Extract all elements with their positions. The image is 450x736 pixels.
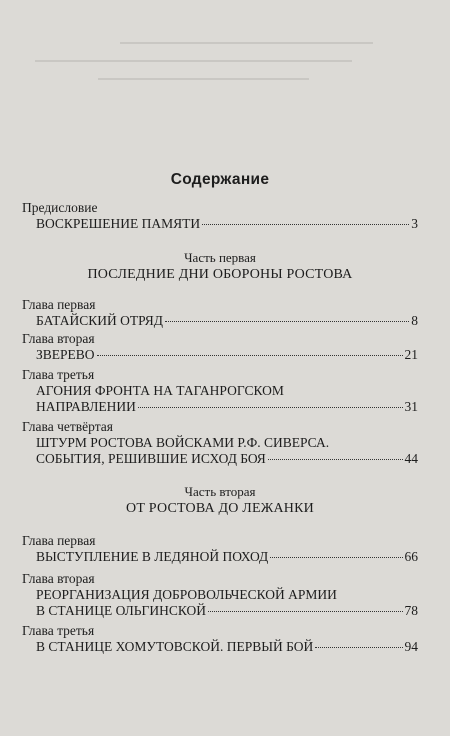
entry-title: БАТАЙСКИЙ ОТРЯД <box>36 313 163 328</box>
chapter-label: Глава четвёртая <box>22 419 113 434</box>
chapter-label: Глава первая <box>22 297 96 312</box>
page-number: 3 <box>411 216 418 231</box>
page-number: 31 <box>404 399 418 414</box>
chapter-label: Глава вторая <box>22 331 95 346</box>
chapter-label: Глава вторая <box>22 571 95 586</box>
entry-title-line: СОБЫТИЯ, РЕШИВШИЕ ИСХОД БОЯ <box>36 451 266 466</box>
page-number: 94 <box>404 639 418 654</box>
page-number: 8 <box>411 313 418 328</box>
dot-leader <box>165 321 409 322</box>
entry-title-line: В СТАНИЦЕ ОЛЬГИНСКОЙ <box>36 603 207 618</box>
dot-leader <box>270 557 402 558</box>
preface-label: Предисловие <box>22 200 98 215</box>
part1-title: ПОСЛЕДНИЕ ДНИ ОБОРОНЫ РОСТОВА <box>87 267 353 282</box>
chapter-label: Глава третья <box>22 367 95 382</box>
dot-leader <box>208 611 402 612</box>
toc-entry-p2-ch1[interactable] <box>36 549 418 565</box>
page-number: 78 <box>404 603 418 618</box>
dot-leader <box>138 407 403 408</box>
page-number: 66 <box>404 549 418 564</box>
dot-leader <box>97 355 403 356</box>
toc-entry-p1-ch4[interactable] <box>36 435 418 467</box>
entry-title: ВЫСТУПЛЕНИЕ В ЛЕДЯНОЙ ПОХОД <box>36 549 269 564</box>
entry-title-line: НАПРАВЛЕНИИ <box>36 399 136 414</box>
part1-label: Часть первая <box>184 250 256 265</box>
toc-entry-preface[interactable] <box>36 216 418 232</box>
toc-entry-p1-ch2[interactable] <box>36 347 418 363</box>
dot-leader <box>315 647 402 648</box>
entry-title-line: ШТУРМ РОСТОВА ВОЙСКАМИ Р.Ф. СИВЕРСА. <box>36 435 330 450</box>
dot-leader <box>202 224 409 225</box>
chapter-label: Глава третья <box>22 623 95 638</box>
toc-entry-p1-ch3[interactable] <box>36 383 418 415</box>
entry-title: ЗВЕРЕВО <box>36 347 95 362</box>
page-title: Содержание <box>170 171 270 188</box>
entry-title: ВОСКРЕШЕНИЕ ПАМЯТИ <box>36 216 201 231</box>
toc-entry-p2-ch3[interactable] <box>36 639 418 655</box>
toc-entry-p1-ch1[interactable] <box>36 313 418 329</box>
entry-title-line: АГОНИЯ ФРОНТА НА ТАГАНРОГСКОМ <box>36 383 284 398</box>
entry-title-line: РЕОРГАНИЗАЦИЯ ДОБРОВОЛЬЧЕСКОЙ АРМИИ <box>36 587 337 602</box>
entry-title: В СТАНИЦЕ ХОМУТОВСКОЙ. ПЕРВЫЙ БОЙ <box>36 639 314 654</box>
chapter-label: Глава первая <box>22 533 96 548</box>
page-number: 21 <box>404 347 418 362</box>
toc-entry-p2-ch2[interactable] <box>36 587 418 619</box>
page-number: 44 <box>404 451 418 466</box>
contents-page <box>22 0 418 736</box>
part2-label: Часть вторая <box>184 484 256 499</box>
dot-leader <box>268 459 403 460</box>
part2-title: ОТ РОСТОВА ДО ЛЕЖАНКИ <box>126 501 314 516</box>
